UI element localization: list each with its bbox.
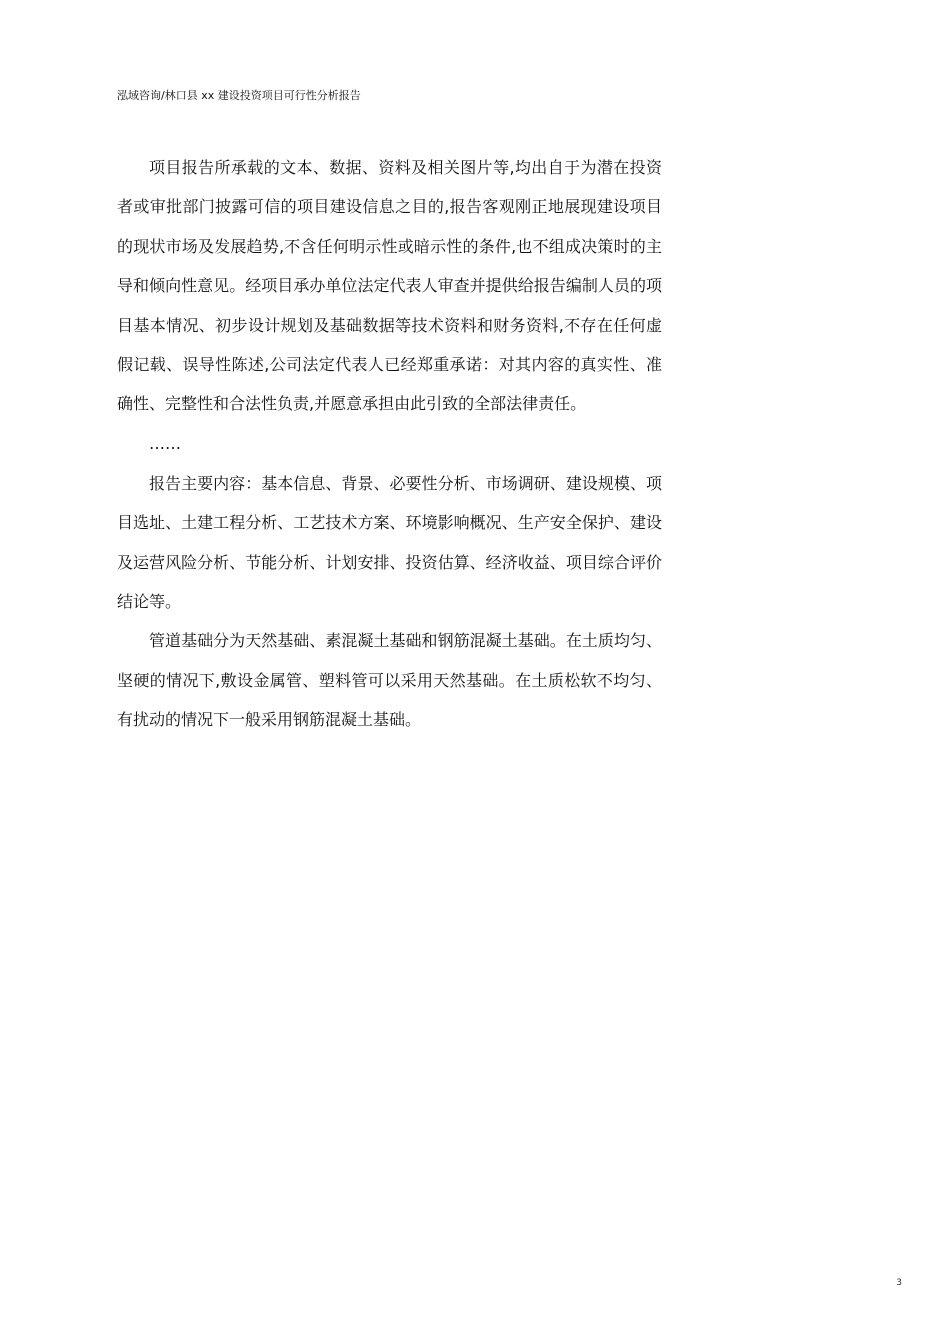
body-text [117,148,662,740]
page-number: 3 [896,1278,902,1288]
paragraph-main-contents: 报告主要内容：基本信息、背景、必要性分析、市场调研、建设规模、项目选址、土建工程分析、工艺技术方案、环境影响概况、生产安全保护、建设及运营风险分析、节能分析、计划安排、投资估算、经济收益、项目综合评价结论等。 [117,473,662,612]
running-header: 泓域咨询/林口县 xx 建设投资项目可行性分析报告 [117,89,361,102]
paragraph-disclaimer: 项目报告所承载的文本、数据、资料及相关图片等,均出自于为潜在投资者或审批部门披露可信的项目建设信息之目的,报告客观刚正地展现建设项目的现状市场及发展趋势,不含任何明示性或暗示性的条件,也不组成决策时的主导和倾向性意见。经项目承办单位法定代表人审查并提供给报告编制人员的项目基本情况、初步设计规划及基础数据等技术资料和财务资料,不存在任何虚假记载、误导性陈述,公司法定代表人已经郑重承诺：对其内容的真实性、准确性、完整性和合法性负责,并愿意承担由此引致的全部法律责任。 [117,158,662,414]
paragraph-pipe-foundation: 管道基础分为天然基础、素混凝土基础和钢筋混凝土基础。在土质均匀、坚硬的情况下,敷设金属管、塑料管可以采用天然基础。在土质松软不均匀、有扰动的情况下一般采用钢筋混凝土基础。 [117,631,662,730]
paragraph-ellipsis: …… [149,433,181,453]
